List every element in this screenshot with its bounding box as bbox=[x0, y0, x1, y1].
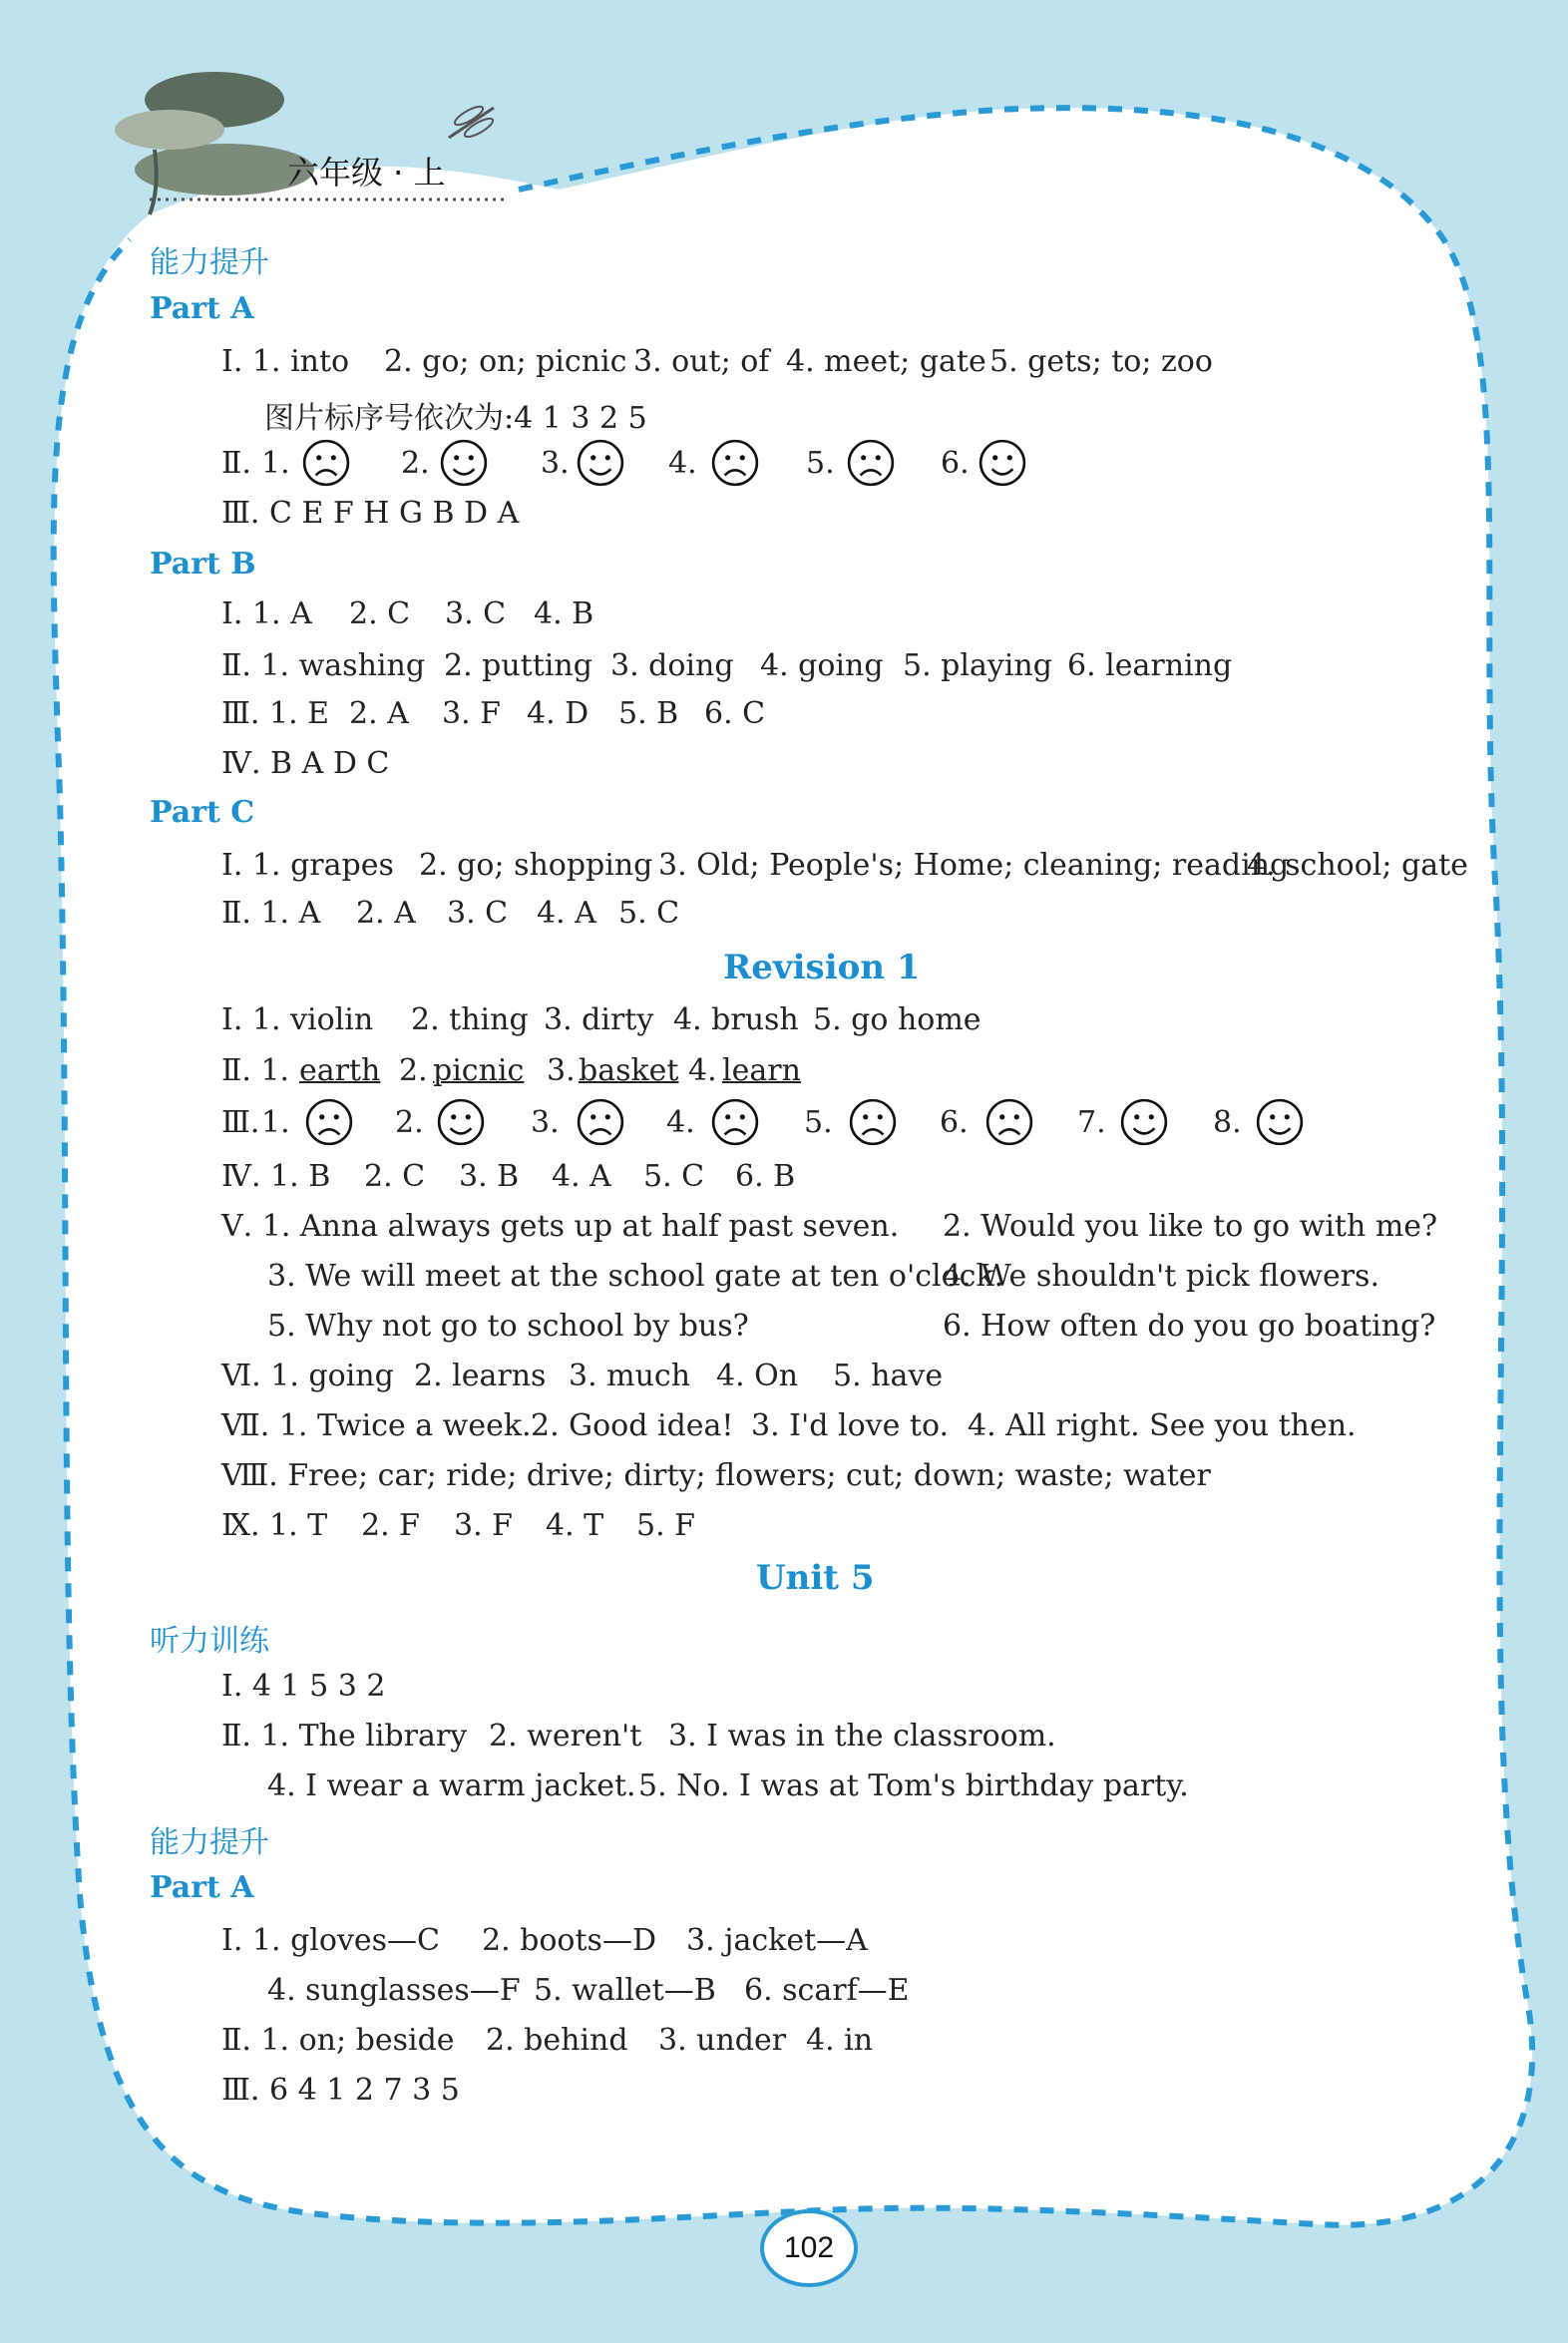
answer-item: 4. A bbox=[537, 896, 596, 931]
answer-item: 6. B bbox=[735, 1159, 796, 1194]
answer-item: 4. school; gate bbox=[1247, 848, 1468, 883]
answer-item: 2. bbox=[399, 1053, 428, 1088]
answer-item: 4. meet; gate bbox=[786, 344, 986, 379]
answer-item: 2. go; on; picnic bbox=[384, 344, 627, 379]
answer-line-b-iv: Ⅳ. B A D C bbox=[221, 746, 390, 781]
sad-face-icon bbox=[710, 1097, 760, 1151]
answer-item: 3. I'd love to. bbox=[751, 1408, 950, 1443]
answer-item: 4. All right. See you then. bbox=[968, 1408, 1357, 1443]
underlined-word: picnic bbox=[433, 1053, 525, 1088]
answer-item: Ⅰ. 1. violin bbox=[221, 1002, 374, 1037]
answer-item: 2. C bbox=[349, 596, 411, 631]
answer-item: 2. F bbox=[361, 1508, 420, 1543]
answer-item: 4. going bbox=[760, 648, 884, 683]
answer-item: 4. On bbox=[716, 1359, 799, 1393]
answer-item: 6. scarf—E bbox=[744, 1973, 910, 2008]
answer-item: 4. We shouldn't pick flowers. bbox=[943, 1259, 1379, 1294]
page-number-badge bbox=[760, 2209, 858, 2287]
grade-label: 六年级 · 上 bbox=[287, 154, 446, 192]
answer-item: 2. go; shopping bbox=[419, 848, 653, 883]
answer-item: Ⅴ. 1. Anna always gets up at half past seven. bbox=[221, 1209, 900, 1244]
item-number: 5. bbox=[804, 1105, 833, 1140]
sad-face-icon bbox=[846, 438, 896, 492]
answer-item: 3. doing bbox=[610, 648, 734, 683]
answer-line-l-i: Ⅰ. 4 1 5 3 2 bbox=[221, 1669, 386, 1704]
answer-item: 2. putting bbox=[444, 648, 592, 683]
answer-item: 2. thing bbox=[411, 1002, 529, 1037]
smiley-face-icon bbox=[439, 438, 489, 492]
page-number: 102 bbox=[783, 2231, 835, 2264]
item-number: 7. bbox=[1077, 1105, 1106, 1140]
section-heading-ability: 能力提升 bbox=[150, 245, 269, 280]
answer-item: 2. learns bbox=[414, 1359, 547, 1393]
answer-item: 6. How often do you go boating? bbox=[943, 1309, 1436, 1344]
answer-item: 6. C bbox=[704, 696, 766, 731]
answer-item: 3. F bbox=[442, 696, 501, 731]
answer-item: 4. in bbox=[806, 2023, 874, 2058]
answer-item: 3. out; of bbox=[633, 344, 770, 379]
answer-item: Ⅲ. 1. E bbox=[221, 696, 330, 731]
answer-item: 4. B bbox=[534, 596, 594, 631]
answer-item: 4. D bbox=[527, 696, 589, 731]
answer-item: 3. I was in the classroom. bbox=[668, 1719, 1056, 1754]
dragonfly-icon bbox=[439, 98, 509, 148]
answer-item: 5. Why not go to school by bus? bbox=[267, 1309, 749, 1344]
section-heading-ability: 能力提升 bbox=[150, 1825, 269, 1860]
item-number: 4. bbox=[668, 446, 697, 481]
answer-item: Ⅰ. 1. gloves—C bbox=[221, 1923, 440, 1958]
answer-item: Ⅵ. 1. going bbox=[221, 1359, 394, 1393]
item-number: 1. bbox=[261, 1105, 290, 1140]
answer-item: Ⅰ. 1. A bbox=[221, 596, 312, 631]
sad-face-icon bbox=[984, 1097, 1034, 1151]
answer-item: 2. C bbox=[364, 1159, 426, 1194]
part-b-label: Part B bbox=[150, 547, 256, 582]
answer-item: 3. F bbox=[454, 1508, 513, 1543]
answer-item: 4. sunglasses—F bbox=[267, 1973, 521, 2008]
revision-title: Revision 1 bbox=[723, 948, 921, 987]
answer-item: 2. Would you like to go with me? bbox=[943, 1209, 1438, 1244]
answer-item: 2. A bbox=[356, 896, 416, 931]
answer-line-r-viii: Ⅷ. Free; car; ride; drive; dirty; flowers; cut; down; waste; water bbox=[221, 1458, 1211, 1493]
answer-item: 4. I wear a warm jacket. bbox=[267, 1768, 636, 1803]
answer-item: 6. learning bbox=[1067, 648, 1233, 683]
sad-face-icon bbox=[304, 1097, 354, 1151]
smiley-face-icon bbox=[1255, 1097, 1305, 1151]
sad-face-icon bbox=[576, 1097, 625, 1151]
answer-item: Ⅶ. 1. Twice a week. bbox=[221, 1408, 532, 1443]
unit-title: Unit 5 bbox=[756, 1558, 875, 1598]
smiley-face-icon bbox=[576, 438, 625, 492]
answer-item: 2. Good idea! bbox=[531, 1408, 734, 1443]
sad-face-icon bbox=[848, 1097, 898, 1151]
item-number: 6. bbox=[941, 446, 970, 481]
answer-item: 3. B bbox=[459, 1159, 520, 1194]
answer-item: 5. have bbox=[833, 1359, 944, 1393]
answer-item: 3. We will meet at the school gate at ten o'clock. bbox=[267, 1259, 1004, 1294]
smiley-face-icon bbox=[1119, 1097, 1169, 1151]
item-number: 6. bbox=[940, 1105, 969, 1140]
answer-item: 3. dirty bbox=[544, 1002, 654, 1037]
answer-item: Ⅱ. 1. washing bbox=[221, 648, 426, 683]
answer-item: 2. A bbox=[349, 696, 409, 731]
underlined-word: basket bbox=[579, 1053, 679, 1088]
smiley-face-icon bbox=[436, 1097, 486, 1151]
answer-item: 3. bbox=[547, 1053, 576, 1088]
item-number: 3. bbox=[531, 1105, 560, 1140]
answer-item: 5. go home bbox=[813, 1002, 981, 1037]
section-heading-listening: 听力训练 bbox=[150, 1624, 269, 1659]
answer-item: 2. weren't bbox=[489, 1719, 642, 1754]
answer-item: 4. A bbox=[552, 1159, 611, 1194]
item-number: 8. bbox=[1213, 1105, 1242, 1140]
item-number: 1. bbox=[261, 446, 290, 481]
answer-item: Ⅱ. 1. The library bbox=[221, 1719, 468, 1754]
item-number: 4. bbox=[666, 1105, 695, 1140]
item-number: 5. bbox=[806, 446, 835, 481]
answer-item: 3. jacket—A bbox=[686, 1923, 868, 1958]
underlined-word: earth bbox=[299, 1053, 381, 1088]
roman-numeral: Ⅱ. bbox=[221, 446, 251, 481]
answer-item: 4. bbox=[688, 1053, 717, 1088]
answer-item: Ⅰ. 1. into bbox=[221, 344, 350, 379]
answer-item: 4. brush bbox=[673, 1002, 799, 1037]
sad-face-icon bbox=[710, 438, 760, 492]
answer-item: 4. T bbox=[546, 1508, 604, 1543]
answer-item: 5. playing bbox=[903, 648, 1052, 683]
answer-line-u-iii: Ⅲ. 6 4 1 2 7 3 5 bbox=[221, 2073, 460, 2108]
smiley-face-icon bbox=[978, 438, 1027, 492]
sad-face-icon bbox=[301, 438, 351, 492]
item-number: 3. bbox=[541, 446, 570, 481]
answer-item: Ⅱ. 1. bbox=[221, 1053, 290, 1088]
answer-item: 5. wallet—B bbox=[534, 1973, 716, 2008]
part-a-label: Part A bbox=[150, 1870, 254, 1905]
answer-line-a-iii: Ⅲ. C E F H G B D A bbox=[221, 496, 520, 531]
answer-item: Ⅸ. 1. T bbox=[221, 1508, 328, 1543]
item-number: 2. bbox=[401, 446, 430, 481]
item-number: 2. bbox=[395, 1105, 424, 1140]
answer-item: 2. boots—D bbox=[482, 1923, 656, 1958]
underlined-word: learn bbox=[722, 1053, 801, 1088]
answer-item: 3. under bbox=[658, 2023, 787, 2058]
answer-item: Ⅳ. 1. B bbox=[221, 1159, 331, 1194]
answer-item: 5. C bbox=[618, 896, 680, 931]
answer-item: 5. F bbox=[636, 1508, 695, 1543]
answer-item: Ⅱ. 1. A bbox=[221, 896, 321, 931]
part-a-label: Part A bbox=[150, 291, 254, 326]
answer-item: 5. gets; to; zoo bbox=[989, 344, 1213, 379]
answer-item: Ⅱ. 1. on; beside bbox=[221, 2023, 455, 2058]
answer-item: Ⅰ. 1. grapes bbox=[221, 848, 394, 883]
answer-item: 5. No. I was at Tom's birthday party. bbox=[638, 1768, 1189, 1803]
picture-order-note: 图片标序号依次为:4 1 3 2 5 bbox=[264, 401, 647, 436]
answer-item: 3. Old; People's; Home; cleaning; reading bbox=[658, 848, 1290, 883]
answer-item: 3. C bbox=[447, 896, 509, 931]
answer-item: 3. much bbox=[569, 1359, 691, 1393]
roman-numeral: Ⅲ. bbox=[221, 1105, 260, 1140]
answer-item: 2. behind bbox=[486, 2023, 628, 2058]
answer-item: 3. C bbox=[445, 596, 507, 631]
part-c-label: Part C bbox=[150, 795, 255, 830]
answer-item: 5. C bbox=[643, 1159, 705, 1194]
answer-item: 5. B bbox=[618, 696, 679, 731]
